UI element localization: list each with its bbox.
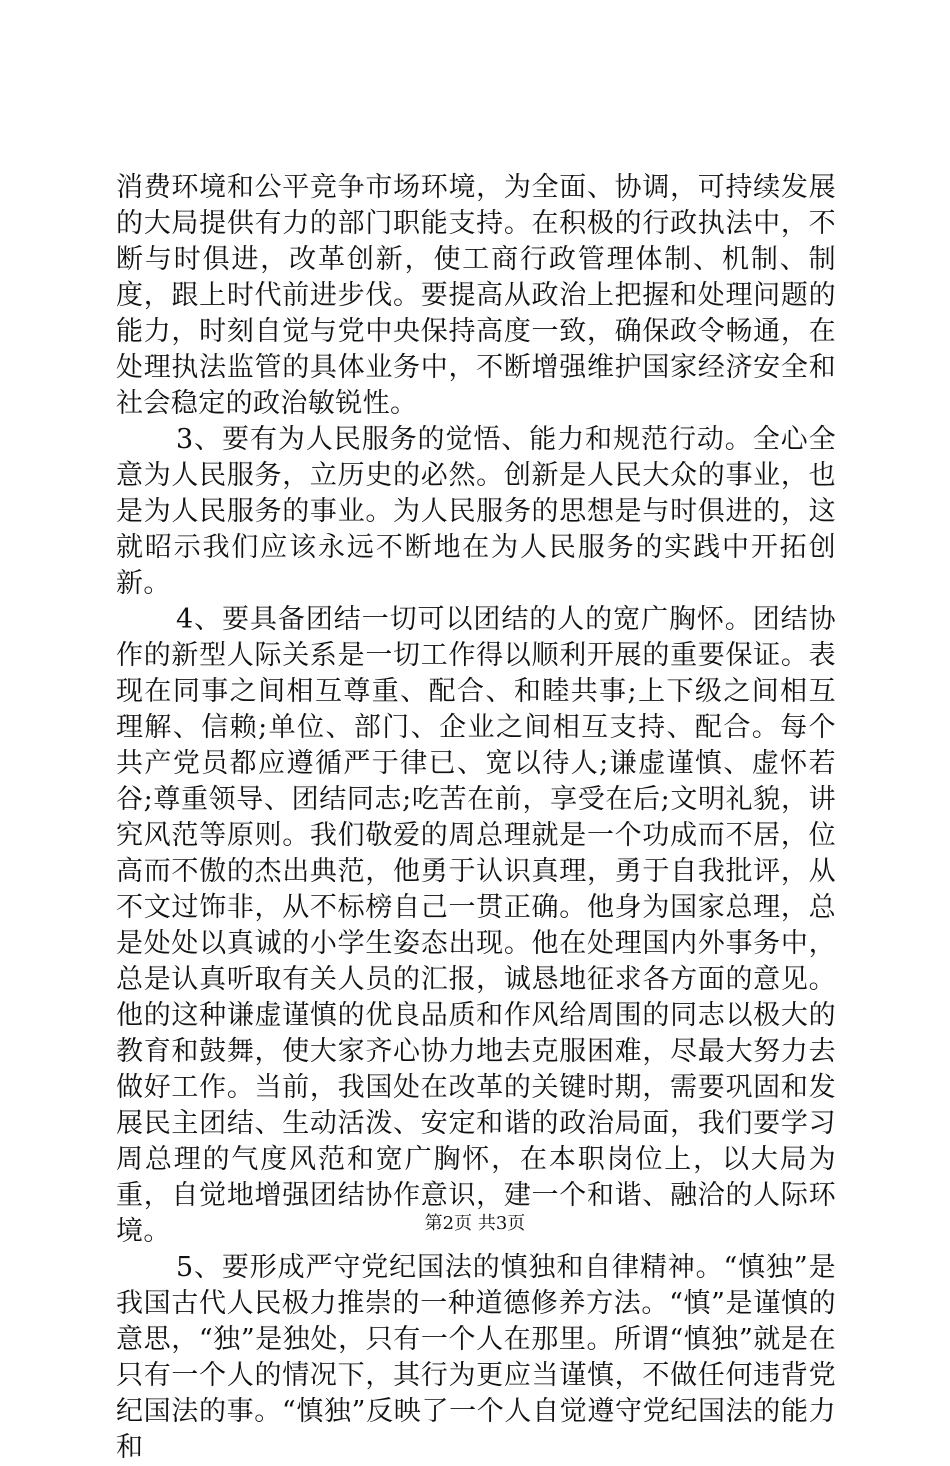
paragraph-item-4: 4、要具备团结一切可以团结的人的宽广胸怀。团结协作的新型人际关系是一切工作得以顺利开展的重要保证。表现在同事之间相互尊重、配合、和睦共事;上下级之间相互理解、信赖;单位、部门、企业之间相互支持、配合。每个共产党员都应遵循严于律已、宽以待人;谦虚谨慎、虚怀若谷;尊重领导、团结同志;吃苦在前，享受在后;文明礼貌，讲究风范等原则。我们敬爱的周总理就是一个功成而不居，位高而不傲的杰出典范，他勇于认识真理，勇于自我批评，从不文过饰非，从不标榜自己一贯正确。他身为国家总理，总是处处以真诚的小学生姿态出现。他在处理国内外事务中，总是认真听取有关人员的汇报，诚恳地征求各方面的意见。他的这种谦虚谨慎的优良品质和作风给周围的同志以极大的教育和鼓舞，使大家齐心协力地去克服困难，尽最大努力去做好工作。当前，我国处在改革的关键时期，需要巩固和发展民主团结、生动活泼、安定和谐的政治局面，我们要学习周总理的气度风范和宽广胸怀，在本职岗位上，以大局为重，自觉地增强团结协作意识，建一个和谐、融洽的人际环境。 (116, 604, 836, 1247)
document-body (116, 170, 836, 1466)
paragraph-continuation: 消费环境和公平竞争市场环境，为全面、协调，可持续发展的大局提供有力的部门职能支持。在积极的行政执法中，不断与时俱进，改革创新，使工商行政管理体制、机制、制度，跟上时代前进步伐。要提高从政治上把握和处理问题的能力，时刻自觉与党中央保持高度一致，确保政令畅通，在处理执法监管的具体业务中，不断增强维护国家经济安全和社会稳定的政治敏锐性。 (116, 172, 836, 419)
paragraph-item-5: 5、要形成严守党纪国法的慎独和自律精神。“慎独”是我国古代人民极力推崇的一种道德修养方法。“慎”是谨慎的意思，“独”是独处，只有一个人在那里。所谓“慎独”就是在只有一个人的情况下，其行为更应当谨慎，不做任何违背党纪国法的事。“慎独”反映了一个人自觉遵守党纪国法的能力和 (116, 1252, 836, 1463)
paragraph-item-3: 3、要有为人民服务的觉悟、能力和规范行动。全心全意为人民服务，立历史的必然。创新是人民大众的事业，也是为人民服务的事业。为人民服务的思想是与时俱进的，这就昭示我们应该永远不断地在为人民服务的实践中开拓创新。 (116, 424, 836, 599)
page-footer: 第2页 共3页 (424, 1213, 526, 1234)
